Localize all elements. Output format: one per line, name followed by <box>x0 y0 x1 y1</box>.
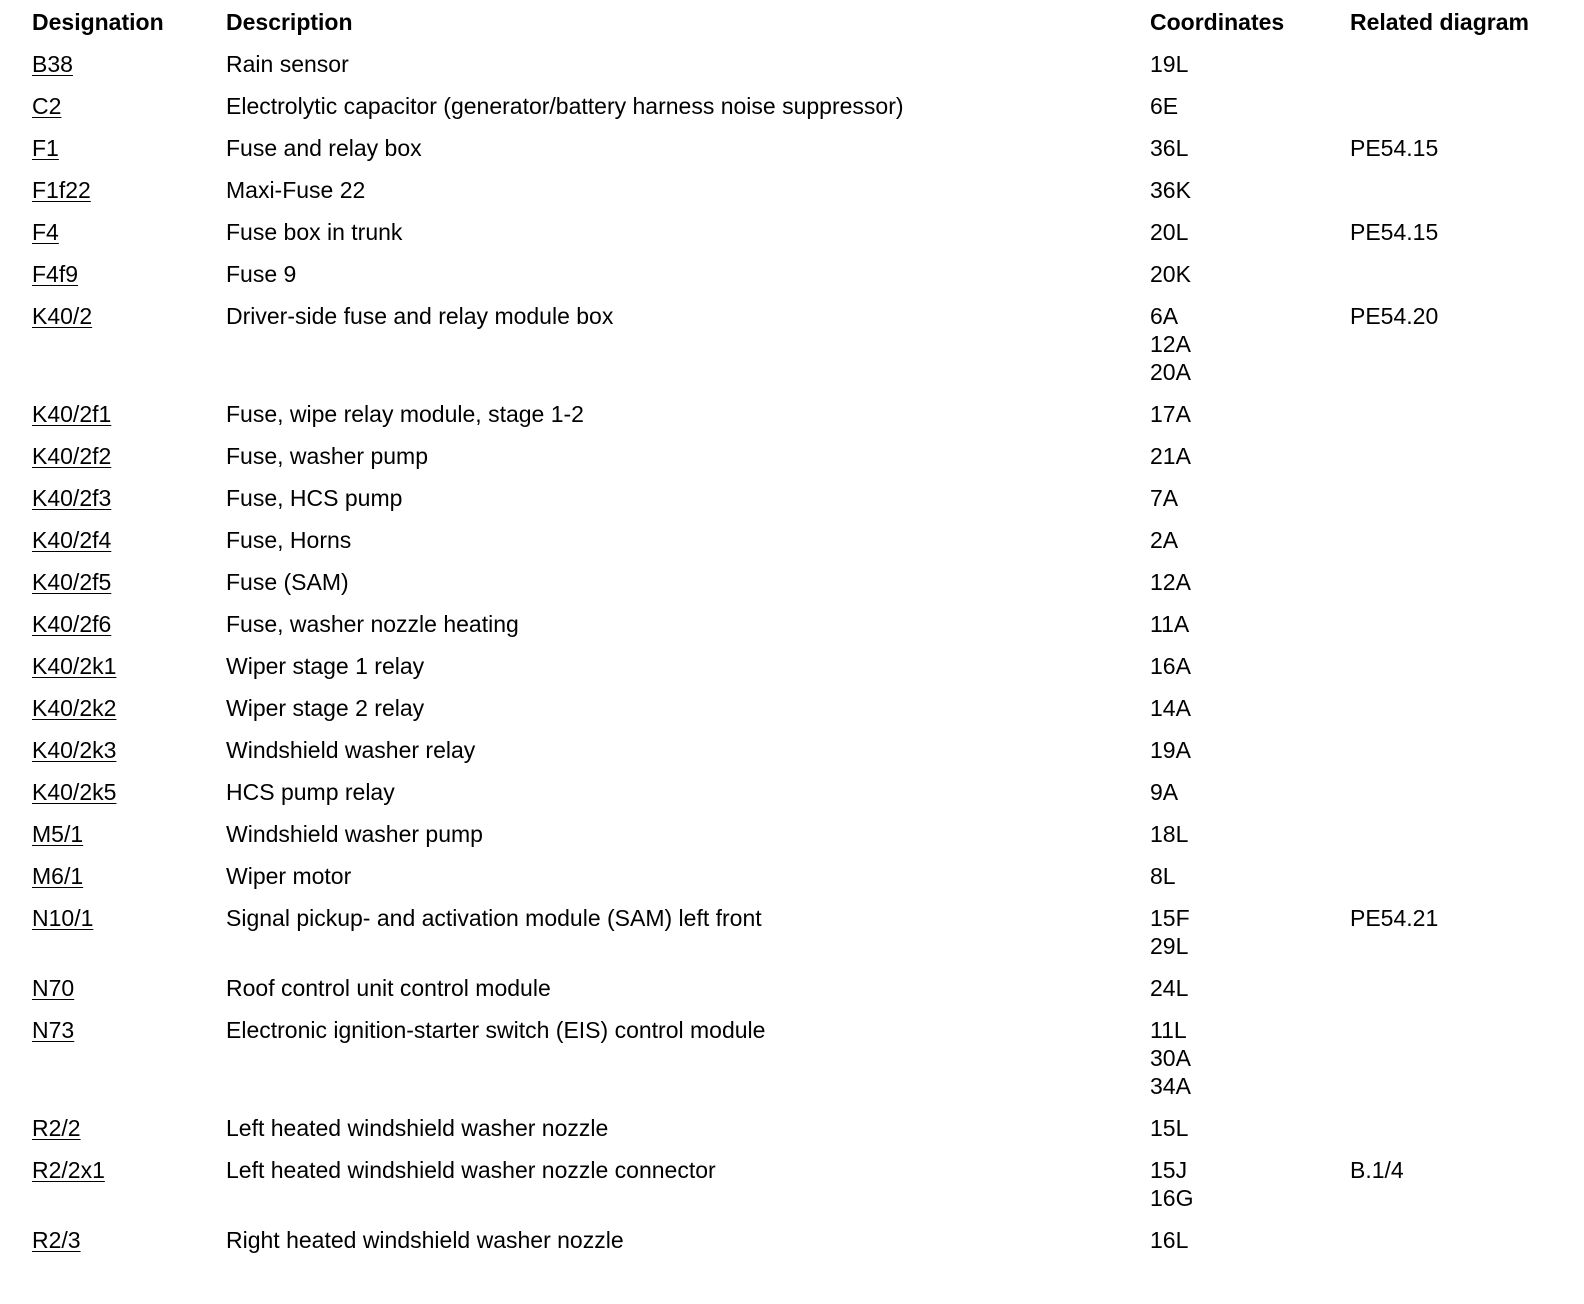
related-diagram-cell: PE54.21 <box>1350 905 1439 931</box>
coordinate-value: 36L <box>1150 135 1189 161</box>
coordinate-value: 19A <box>1150 737 1191 763</box>
related-diagram-cell <box>1346 526 1550 568</box>
related-diagram-cell <box>1346 176 1550 218</box>
designation-link[interactable]: K40/2f6 <box>32 611 112 637</box>
related-diagram-cell <box>1346 610 1550 652</box>
related-diagram-cell: PE54.20 <box>1350 303 1439 329</box>
related-diagram-cell <box>1346 862 1550 904</box>
related-diagram-cell <box>1346 484 1550 526</box>
table-row <box>28 484 1550 526</box>
description-cell: Maxi-Fuse 22 <box>226 177 366 203</box>
coordinates-cell <box>1146 442 1346 484</box>
designation-link[interactable]: N10/1 <box>32 905 94 931</box>
designation-link[interactable]: N73 <box>32 1017 75 1043</box>
designation-cell <box>28 862 222 904</box>
designation-link[interactable]: R2/2x1 <box>32 1157 105 1183</box>
designation-cell <box>28 778 222 820</box>
description-cell: Signal pickup- and activation module (SAM) left front <box>226 905 762 931</box>
coordinate-value: 34A <box>1150 1073 1191 1099</box>
designation-link[interactable]: F4f9 <box>32 261 79 287</box>
designation-link[interactable]: K40/2 <box>32 303 93 329</box>
coordinates-cell <box>1146 92 1346 134</box>
designation-link[interactable]: F4 <box>32 219 59 245</box>
coordinate-value: 7A <box>1150 485 1179 511</box>
designation-link[interactable]: R2/3 <box>32 1227 81 1253</box>
coordinate-value: 20L <box>1150 219 1189 245</box>
description-cell: Windshield washer pump <box>226 821 483 847</box>
coordinate-value: 16G <box>1150 1185 1194 1211</box>
related-diagram-cell <box>1346 974 1550 1016</box>
coordinates-cell <box>1146 736 1346 778</box>
table-row <box>28 736 1550 778</box>
description-cell: Fuse box in trunk <box>226 219 403 245</box>
designation-link[interactable]: K40/2f5 <box>32 569 112 595</box>
header-coordinates: Coordinates <box>1150 9 1285 35</box>
designation-link[interactable]: N70 <box>32 975 75 1001</box>
coordinate-value: 19L <box>1150 51 1189 77</box>
coordinate-value: 8L <box>1150 863 1176 889</box>
related-diagram-cell <box>1346 652 1550 694</box>
table-row <box>28 1226 1550 1268</box>
description-cell: Left heated windshield washer nozzle <box>226 1115 609 1141</box>
table-row <box>28 400 1550 442</box>
coordinate-value: 15F <box>1150 905 1190 931</box>
coordinate-value: 20A <box>1150 359 1191 385</box>
coordinates-cell <box>1146 400 1346 442</box>
coordinates-cell <box>1146 302 1346 400</box>
designation-link[interactable]: K40/2f4 <box>32 527 112 553</box>
related-diagram-cell <box>1346 1226 1550 1268</box>
designation-link[interactable]: R2/2 <box>32 1115 81 1141</box>
coordinate-value: 11A <box>1150 611 1190 637</box>
designation-cell <box>28 526 222 568</box>
coordinate-value: 6A <box>1150 303 1179 329</box>
description-cell: Driver-side fuse and relay module box <box>226 303 614 329</box>
designation-cell <box>28 176 222 218</box>
component-legend-table <box>28 8 1550 1268</box>
description-cell: Left heated windshield washer nozzle connector <box>226 1157 716 1183</box>
description-cell: Fuse, HCS pump <box>226 485 403 511</box>
coordinate-value: 11L <box>1150 1017 1187 1043</box>
coordinates-cell <box>1146 974 1346 1016</box>
coordinates-cell <box>1146 694 1346 736</box>
designation-cell <box>28 260 222 302</box>
table-row <box>28 652 1550 694</box>
coordinates-cell <box>1146 260 1346 302</box>
table-row <box>28 176 1550 218</box>
designation-cell <box>28 1016 222 1114</box>
related-diagram-cell <box>1346 778 1550 820</box>
description-cell: Rain sensor <box>226 51 349 77</box>
description-cell: Electrolytic capacitor (generator/battery harness noise suppressor) <box>226 93 904 119</box>
designation-cell <box>28 694 222 736</box>
description-cell: Fuse, Horns <box>226 527 352 553</box>
coordinate-value: 36K <box>1150 177 1191 203</box>
table-row <box>28 134 1550 176</box>
designation-link[interactable]: K40/2k2 <box>32 695 117 721</box>
related-diagram-cell <box>1346 50 1550 92</box>
coordinates-cell <box>1146 218 1346 260</box>
designation-cell <box>28 1156 222 1226</box>
table-row <box>28 260 1550 302</box>
designation-cell <box>28 610 222 652</box>
description-cell: Windshield washer relay <box>226 737 476 763</box>
coordinate-value: 16L <box>1150 1227 1189 1253</box>
related-diagram-cell <box>1346 1114 1550 1156</box>
designation-cell <box>28 736 222 778</box>
related-diagram-cell <box>1346 400 1550 442</box>
coordinate-value: 29L <box>1150 933 1189 959</box>
header-related-diagram: Related diagram <box>1350 9 1529 35</box>
table-row <box>28 778 1550 820</box>
coordinate-value: 2A <box>1150 527 1179 553</box>
designation-link[interactable]: C2 <box>32 93 62 119</box>
related-diagram-cell <box>1346 1016 1550 1114</box>
table-body <box>28 50 1550 1268</box>
designation-link[interactable]: M5/1 <box>32 821 84 847</box>
coordinate-value: 21A <box>1150 443 1191 469</box>
coordinate-value: 16A <box>1150 653 1191 679</box>
coordinate-value: 30A <box>1150 1045 1191 1071</box>
coordinates-cell <box>1146 820 1346 862</box>
designation-cell <box>28 400 222 442</box>
coordinate-value: 15J <box>1150 1157 1188 1183</box>
description-cell: Fuse (SAM) <box>226 569 349 595</box>
table-row <box>28 218 1550 260</box>
coordinates-cell <box>1146 652 1346 694</box>
table-row <box>28 820 1550 862</box>
header-designation: Designation <box>32 9 164 35</box>
coordinate-value: 9A <box>1150 779 1179 805</box>
coordinates-cell <box>1146 134 1346 176</box>
description-cell: Right heated windshield washer nozzle <box>226 1227 624 1253</box>
designation-cell <box>28 568 222 610</box>
designation-link[interactable]: K40/2f1 <box>32 401 112 427</box>
related-diagram-cell <box>1346 260 1550 302</box>
description-cell: Fuse and relay box <box>226 135 422 161</box>
designation-cell <box>28 1114 222 1156</box>
coordinates-cell <box>1146 568 1346 610</box>
designation-cell <box>28 904 222 974</box>
related-diagram-cell: B.1/4 <box>1350 1157 1404 1183</box>
table-row <box>28 974 1550 1016</box>
coordinate-value: 20K <box>1150 261 1191 287</box>
designation-cell <box>28 652 222 694</box>
designation-cell <box>28 442 222 484</box>
description-cell: Fuse, washer pump <box>226 443 428 469</box>
coordinate-value: 12A <box>1150 331 1191 357</box>
header-row <box>28 8 1550 50</box>
coordinates-cell <box>1146 484 1346 526</box>
designation-cell <box>28 820 222 862</box>
coordinates-cell <box>1146 778 1346 820</box>
table-row <box>28 442 1550 484</box>
table-row <box>28 568 1550 610</box>
description-cell: Fuse, washer nozzle heating <box>226 611 519 637</box>
coordinates-cell <box>1146 1226 1346 1268</box>
coordinate-value: 15L <box>1150 1115 1189 1141</box>
description-cell: Electronic ignition-starter switch (EIS) control module <box>226 1017 766 1043</box>
table-row <box>28 302 1550 400</box>
designation-link[interactable]: F1f22 <box>32 177 91 203</box>
coordinate-value: 12A <box>1150 569 1191 595</box>
description-cell: HCS pump relay <box>226 779 395 805</box>
description-cell: Wiper motor <box>226 863 352 889</box>
designation-cell <box>28 1226 222 1268</box>
description-cell: Fuse 9 <box>226 261 297 287</box>
related-diagram-cell <box>1346 92 1550 134</box>
coordinates-cell <box>1146 1016 1346 1114</box>
related-diagram-cell <box>1346 736 1550 778</box>
related-diagram-cell <box>1346 694 1550 736</box>
table-row <box>28 1114 1550 1156</box>
designation-link[interactable]: F1 <box>32 135 59 161</box>
designation-link[interactable]: K40/2f3 <box>32 485 112 511</box>
designation-cell <box>28 302 222 400</box>
coordinates-cell <box>1146 50 1346 92</box>
description-cell: Roof control unit control module <box>226 975 551 1001</box>
designation-link[interactable]: K40/2f2 <box>32 443 112 469</box>
related-diagram-cell: PE54.15 <box>1350 219 1439 245</box>
coordinates-cell <box>1146 526 1346 568</box>
coordinates-cell <box>1146 862 1346 904</box>
designation-cell <box>28 484 222 526</box>
designation-cell <box>28 974 222 1016</box>
table-row <box>28 694 1550 736</box>
coordinates-cell <box>1146 1114 1346 1156</box>
coordinates-cell <box>1146 904 1346 974</box>
related-diagram-cell <box>1346 820 1550 862</box>
designation-link[interactable]: M6/1 <box>32 863 84 889</box>
coordinate-value: 24L <box>1150 975 1189 1001</box>
related-diagram-cell: PE54.15 <box>1350 135 1439 161</box>
related-diagram-cell <box>1346 568 1550 610</box>
table-row <box>28 526 1550 568</box>
related-diagram-cell <box>1346 442 1550 484</box>
designation-cell <box>28 218 222 260</box>
table-row <box>28 610 1550 652</box>
coordinates-cell <box>1146 176 1346 218</box>
coordinates-cell <box>1146 610 1346 652</box>
coordinate-value: 14A <box>1150 695 1191 721</box>
table-row <box>28 904 1550 974</box>
coordinate-value: 17A <box>1150 401 1191 427</box>
designation-link[interactable]: K40/2k3 <box>32 737 117 763</box>
designation-cell <box>28 50 222 92</box>
coordinates-cell <box>1146 1156 1346 1226</box>
description-cell: Fuse, wipe relay module, stage 1-2 <box>226 401 584 427</box>
table-row <box>28 1016 1550 1114</box>
description-cell: Wiper stage 1 relay <box>226 653 425 679</box>
table-row <box>28 50 1550 92</box>
designation-link[interactable]: K40/2k5 <box>32 779 117 805</box>
designation-link[interactable]: K40/2k1 <box>32 653 117 679</box>
coordinate-value: 6E <box>1150 93 1179 119</box>
header-description: Description <box>226 9 353 35</box>
designation-link[interactable]: B38 <box>32 51 73 77</box>
table-row <box>28 92 1550 134</box>
description-cell: Wiper stage 2 relay <box>226 695 425 721</box>
coordinate-value: 18L <box>1150 821 1189 847</box>
designation-cell <box>28 92 222 134</box>
table-row <box>28 1156 1550 1226</box>
table-row <box>28 862 1550 904</box>
designation-cell <box>28 134 222 176</box>
